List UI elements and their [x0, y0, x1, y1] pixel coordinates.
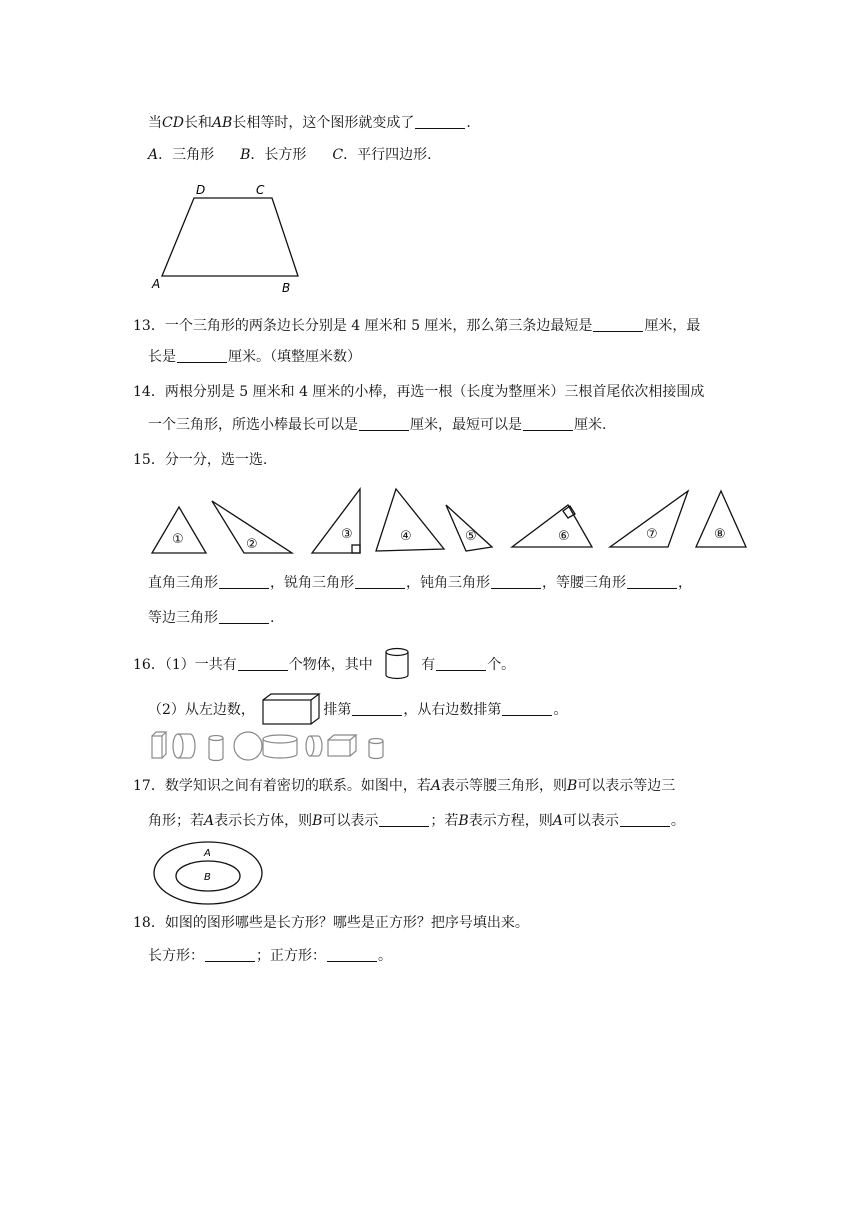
q16-line2: （2）从左边数， 排第 ，从右边数排第 。 [148, 692, 567, 726]
q18-line2: 长方形： ；正方形： 。 [148, 948, 392, 964]
option-a[interactable]: A．三角形 [148, 147, 215, 163]
triangle-3 [312, 489, 360, 553]
set-diagram [150, 838, 270, 908]
label-a: A [204, 848, 211, 859]
answer-blank[interactable] [352, 701, 402, 716]
cuboid-icon [261, 692, 321, 726]
answer-blank[interactable] [415, 114, 465, 129]
q14-line1: 14．两根分别是 5 厘米和 4 厘米的小棒，再选一根（长度为整厘米）三根首尾依次相接围成 [133, 384, 705, 400]
cylinder-icon [383, 647, 415, 681]
q14-line2: 一个三角形，所选小棒最长可以是 厘米，最短可以是 厘米. [148, 417, 607, 433]
label-b: B [282, 281, 291, 295]
answer-blank[interactable] [219, 609, 269, 624]
answer-blank[interactable] [238, 656, 288, 671]
label-5: ⑤ [465, 529, 477, 544]
answer-blank[interactable] [627, 574, 677, 589]
solids-row-figure [148, 730, 393, 762]
right-angle-mark [352, 545, 360, 553]
q13-line2: 长是 厘米。（填整厘米数） [148, 349, 361, 365]
answer-blank[interactable] [502, 701, 552, 716]
trapezoid-figure [148, 180, 308, 300]
q15-line1: 直角三角形 ，锐角三角形 ，钝角三角形 ，等腰三角形 ， [148, 575, 692, 591]
label-8: ⑧ [714, 527, 726, 542]
triangle-6 [512, 505, 592, 547]
small-cuboid-icon [328, 735, 356, 756]
trapezoid-shape [162, 198, 298, 276]
answer-blank[interactable] [177, 348, 227, 363]
answer-blank[interactable] [523, 416, 573, 431]
label-1: ① [172, 532, 184, 547]
answer-blank[interactable] [327, 947, 377, 962]
option-c[interactable]: C．平行四边形. [332, 147, 432, 163]
q17-line1: 17．数学知识之间有着密切的联系。如图中，若A表示等腰三角形，则B可以表示等边三 [133, 778, 676, 794]
q18-line1: 18．如图的图形哪些是长方形？哪些是正方形？把序号填出来。 [133, 915, 529, 931]
answer-blank[interactable] [436, 656, 486, 671]
answer-blank[interactable] [491, 574, 541, 589]
answer-blank[interactable] [593, 317, 643, 332]
q16-line1: 16．（1）一共有 个物体，其中 有 个。 [133, 647, 515, 681]
answer-blank[interactable] [205, 947, 255, 962]
q17-line2: 角形；若A表示长方体，则B可以表示 ；若B表示方程，则A可以表示 。 [148, 813, 685, 829]
answer-blank[interactable] [379, 812, 429, 827]
q12-stem: 当CD长和AB长相等时，这个图形就变成了 . [148, 115, 471, 131]
small-cylinder-icon [209, 736, 223, 761]
lying-cylinder-icon [173, 734, 195, 758]
answer-blank[interactable] [359, 416, 409, 431]
label-a: A [152, 277, 161, 291]
triangles-figure [148, 485, 758, 560]
thin-cuboid-icon [152, 736, 162, 758]
label-b: B [204, 872, 211, 883]
label-d: D [196, 183, 206, 197]
q12-options [148, 145, 458, 165]
answer-blank[interactable] [620, 812, 670, 827]
triangle-5 [446, 505, 492, 551]
label-4: ④ [400, 529, 412, 544]
option-b[interactable]: B．长方形 [240, 147, 307, 163]
label-2: ② [246, 537, 258, 552]
label-c: C [256, 183, 265, 197]
answer-blank[interactable] [355, 574, 405, 589]
short-lying-cylinder-icon [306, 736, 322, 756]
label-7: ⑦ [646, 527, 658, 542]
q15-title: 15．分一分，选一选. [133, 452, 268, 468]
tiny-cylinder-icon [369, 739, 383, 759]
label-3: ③ [341, 527, 353, 542]
q15-line2: 等边三角形 . [148, 610, 275, 626]
answer-blank[interactable] [219, 574, 269, 589]
q13-line1: 13．一个三角形的两条边长分别是 4 厘米和 5 厘米，那么第三条边最短是 厘米，最 [133, 318, 701, 334]
sphere-icon [234, 732, 262, 760]
label-6: ⑥ [558, 529, 570, 544]
flat-cylinder-icon [263, 735, 297, 758]
